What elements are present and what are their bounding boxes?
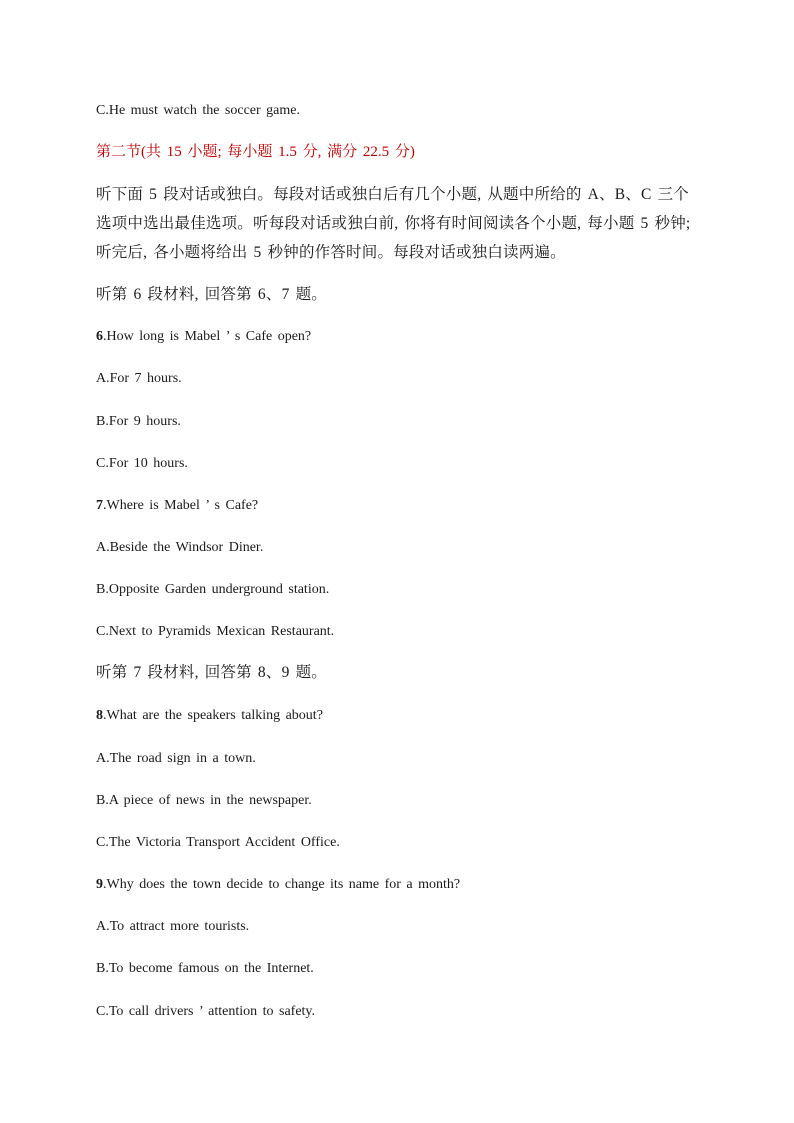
question-number: 7	[96, 498, 103, 513]
instructions-line-2: 选项中选出最佳选项。听每段对话或独白前, 你将有时间阅读各个小题, 每小题 5 秒钟;	[96, 215, 691, 232]
option-7b: B.Opposite Garden underground station.	[96, 582, 330, 597]
section-heading: 第二节(共 15 小题; 每小题 1.5 分, 满分 22.5 分)	[96, 144, 415, 160]
question-text: .How long is Mabel ’ s Cafe open?	[103, 329, 312, 344]
question-text: .Why does the town decide to change its name for a month?	[103, 877, 461, 892]
option-6c: C.For 10 hours.	[96, 456, 188, 471]
question-7	[96, 497, 258, 515]
option-6b: B.For 9 hours.	[96, 414, 181, 429]
question-number: 6	[96, 329, 103, 344]
option-7c: C.Next to Pyramids Mexican Restaurant.	[96, 624, 335, 639]
option-9c: C.To call drivers ’ attention to safety.	[96, 1004, 316, 1019]
question-6	[96, 328, 311, 346]
option-9a: A.To attract more tourists.	[96, 919, 250, 934]
instructions-line-3: 听完后, 各小题将给出 5 秒钟的作答时间。每段对话或独白读两遍。	[96, 244, 566, 261]
question-text: .What are the speakers talking about?	[103, 708, 323, 723]
option-9b: B.To become famous on the Internet.	[96, 961, 314, 976]
option-8c: C.The Victoria Transport Accident Office.	[96, 835, 340, 850]
option-5c: C.He must watch the soccer game.	[96, 103, 300, 118]
option-7a: A.Beside the Windsor Diner.	[96, 540, 264, 555]
instructions-line-1: 听下面 5 段对话或独白。每段对话或独白后有几个小题, 从题中所给的 A、B、C 三个	[96, 186, 689, 203]
option-8b: B.A piece of news in the newspaper.	[96, 793, 312, 808]
option-8a: A.The road sign in a town.	[96, 751, 256, 766]
material-7-header: 听第 7 段材料, 回答第 8、9 题。	[96, 664, 328, 681]
question-9	[96, 876, 460, 894]
question-number: 9	[96, 877, 103, 892]
question-text: .Where is Mabel ’ s Cafe?	[103, 498, 259, 513]
question-8	[96, 707, 323, 725]
option-6a: A.For 7 hours.	[96, 371, 182, 386]
material-6-header: 听第 6 段材料, 回答第 6、7 题。	[96, 286, 328, 303]
question-number: 8	[96, 708, 103, 723]
